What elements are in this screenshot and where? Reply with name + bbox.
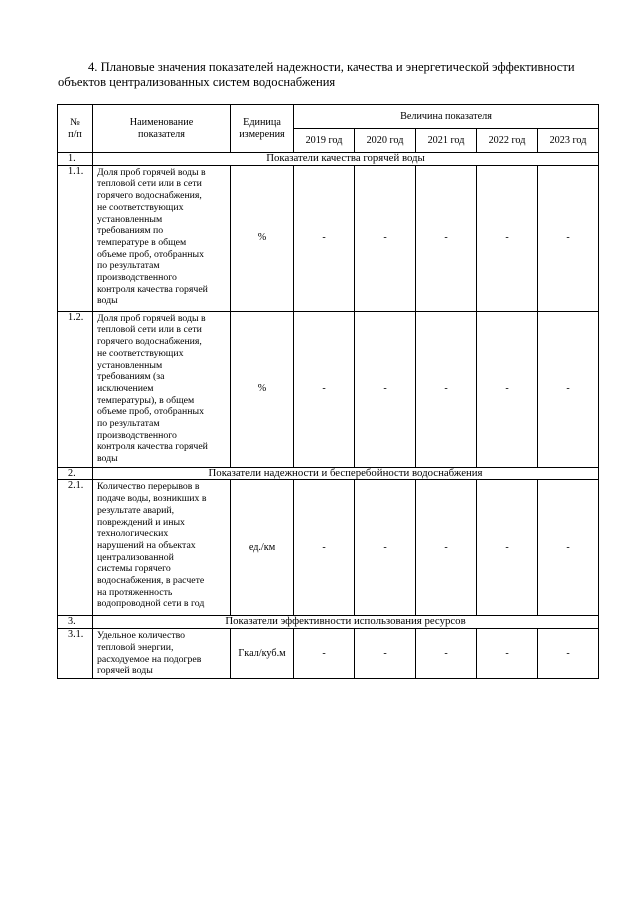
row-name: Доля проб горячей воды в тепловой сети или в сети горячего водоснабжения, не соответствующих установленным требованиям (за исключением температуры), в общем объеме проб, отобранных по результатам производственного контроля качества горячей воды bbox=[93, 311, 231, 467]
row-value: - bbox=[538, 311, 599, 467]
section-title: Показатели качества горячей воды bbox=[93, 153, 599, 166]
section-title: Показатели надежности и бесперебойности водоснабжения bbox=[93, 467, 599, 480]
row-value: - bbox=[416, 629, 477, 679]
row-value: - bbox=[355, 629, 416, 679]
indicators-table bbox=[57, 104, 599, 679]
row-unit: % bbox=[231, 311, 294, 467]
row-unit: ед./км bbox=[231, 480, 294, 616]
row-value: - bbox=[538, 629, 599, 679]
row-value: - bbox=[355, 311, 416, 467]
header-year: 2020 год bbox=[355, 129, 416, 153]
table-row bbox=[58, 165, 599, 311]
row-value: - bbox=[355, 165, 416, 311]
row-name: Количество перерывов в подаче воды, возникших в результате аварий, повреждений и иных технологических нарушений на объектах централизованной системы горячего водоснабжения, в расчете на протяженность водопроводной сети в год bbox=[93, 480, 231, 616]
table-row bbox=[58, 311, 599, 467]
section-row bbox=[58, 616, 599, 629]
section-row bbox=[58, 153, 599, 166]
row-unit: % bbox=[231, 165, 294, 311]
header-year: 2021 год bbox=[416, 129, 477, 153]
row-value: - bbox=[294, 311, 355, 467]
header-year: 2023 год bbox=[538, 129, 599, 153]
row-unit: Гкал/куб.м bbox=[231, 629, 294, 679]
row-value: - bbox=[477, 165, 538, 311]
header-unit: Единица измерения bbox=[231, 105, 294, 153]
row-value: - bbox=[538, 480, 599, 616]
row-num: 1.1. bbox=[58, 165, 93, 311]
row-value: - bbox=[294, 480, 355, 616]
header-name: Наименование показателя bbox=[93, 105, 231, 153]
section-title: Показатели эффективности использования ресурсов bbox=[93, 616, 599, 629]
row-value: - bbox=[294, 165, 355, 311]
row-num: 1.2. bbox=[58, 311, 93, 467]
row-value: - bbox=[355, 480, 416, 616]
header-year: 2022 год bbox=[477, 129, 538, 153]
section-num: 2. bbox=[58, 467, 93, 480]
row-name: Доля проб горячей воды в тепловой сети или в сети горячего водоснабжения, не соответствующих установленным требованиям по температуре в общем объеме проб, отобранных по результатам производственного контроля качества горячей воды bbox=[93, 165, 231, 311]
row-num: 2.1. bbox=[58, 480, 93, 616]
section-num: 3. bbox=[58, 616, 93, 629]
row-value: - bbox=[477, 311, 538, 467]
table-row bbox=[58, 480, 599, 616]
table-heading bbox=[58, 60, 598, 90]
header-num: № п/п bbox=[58, 105, 93, 153]
row-name: Удельное количество тепловой энергии, расходуемое на подогрев горячей воды bbox=[93, 629, 231, 679]
row-value: - bbox=[294, 629, 355, 679]
header-value-group: Величина показателя bbox=[294, 105, 599, 129]
row-value: - bbox=[416, 480, 477, 616]
row-num: 3.1. bbox=[58, 629, 93, 679]
table-row bbox=[58, 629, 599, 679]
heading-text: 4. Плановые значения показателей надежности, качества и энергетической эффективности объектов централизованных систем водоснабжения bbox=[58, 60, 575, 89]
section-row bbox=[58, 467, 599, 480]
row-value: - bbox=[416, 165, 477, 311]
row-value: - bbox=[477, 480, 538, 616]
row-value: - bbox=[538, 165, 599, 311]
row-value: - bbox=[416, 311, 477, 467]
header-year: 2019 год bbox=[294, 129, 355, 153]
row-value: - bbox=[477, 629, 538, 679]
section-num: 1. bbox=[58, 153, 93, 166]
